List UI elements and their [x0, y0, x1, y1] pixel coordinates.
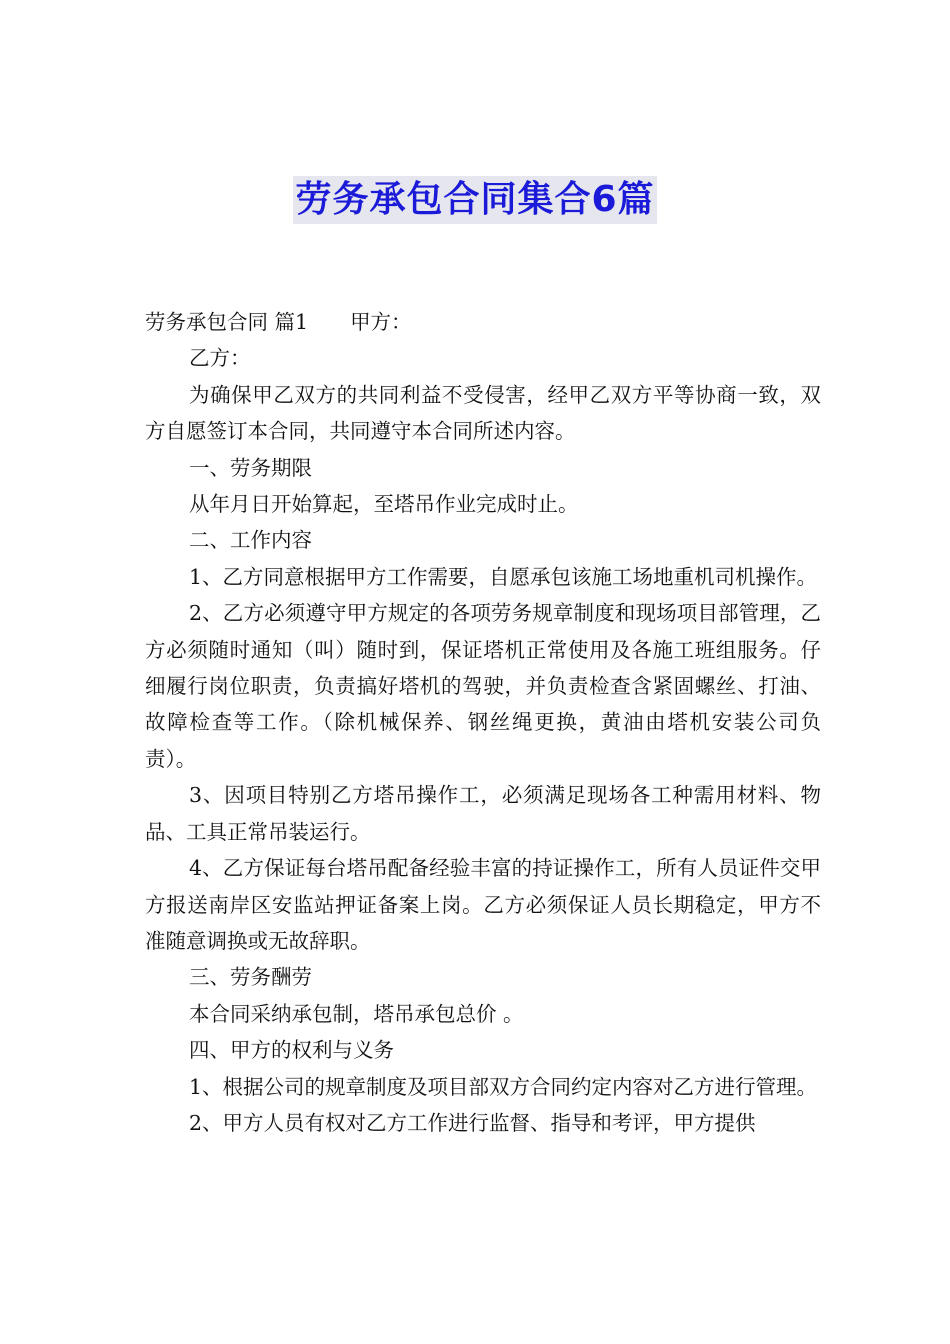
rights-item-2: 2、甲方人员有权对乙方工作进行监督、指导和考评，甲方提供 [189, 1110, 756, 1135]
party-b-label: 乙方： [189, 346, 251, 371]
term-paragraph: 从年月日开始算起，至塔吊作业完成时止。 [189, 492, 579, 517]
work-item-3: 3、因项目特别乙方塔吊操作工，必须满足现场各工种需用材料、物品、工具正常吊装运行。 [145, 783, 821, 844]
document-title [0, 176, 950, 224]
rights-item-1: 1、根据公司的规章制度及项目部双方合同约定内容对乙方进行管理。 [189, 1074, 818, 1099]
section-heading-pay: 三、劳务酬劳 [189, 965, 312, 990]
section-heading: 劳务承包合同 篇1 [145, 310, 309, 334]
section-heading-work: 二、工作内容 [189, 528, 312, 553]
party-a-label: 甲方： [350, 310, 412, 334]
work-item-4: 4、乙方保证每台塔吊配备经验丰富的持证操作工，所有人员证件交甲方报送南岸区安监站押证备案上岗。乙方必须保证人员长期稳定，甲方不准随意调换或无故辞职。 [145, 856, 821, 953]
first-line [145, 304, 821, 340]
work-item-1: 1、乙方同意根据甲方工作需要，自愿承包该施工场地重机司机操作。 [189, 564, 818, 589]
preamble-paragraph: 为确保甲乙双方的共同利益不受侵害，经甲乙双方平等协商一致，双方自愿签订本合同，共同遵守本合同所述内容。 [145, 382, 821, 444]
document-title-text: 劳务承包合同集合6篇 [293, 176, 656, 224]
section-heading-term: 一、劳务期限 [189, 455, 312, 480]
section-heading-rights: 四、甲方的权利与义务 [189, 1038, 394, 1063]
pay-paragraph: 本合同采纳承包制，塔吊承包总价 。 [189, 1001, 524, 1026]
document-body [145, 304, 821, 1141]
work-item-2: 2、乙方必须遵守甲方规定的各项劳务规章制度和现场项目部管理，乙方必须随时通知（叫）随时到，保证塔机正常使用及各施工班组服务。仔细履行岗位职责，负责搞好塔机的驾驶，并负责检查含紧固螺丝、打油、故障检查等工作。（除机械保养、钢丝绳更换，黄油由塔机安装公司负责）。 [145, 601, 821, 771]
